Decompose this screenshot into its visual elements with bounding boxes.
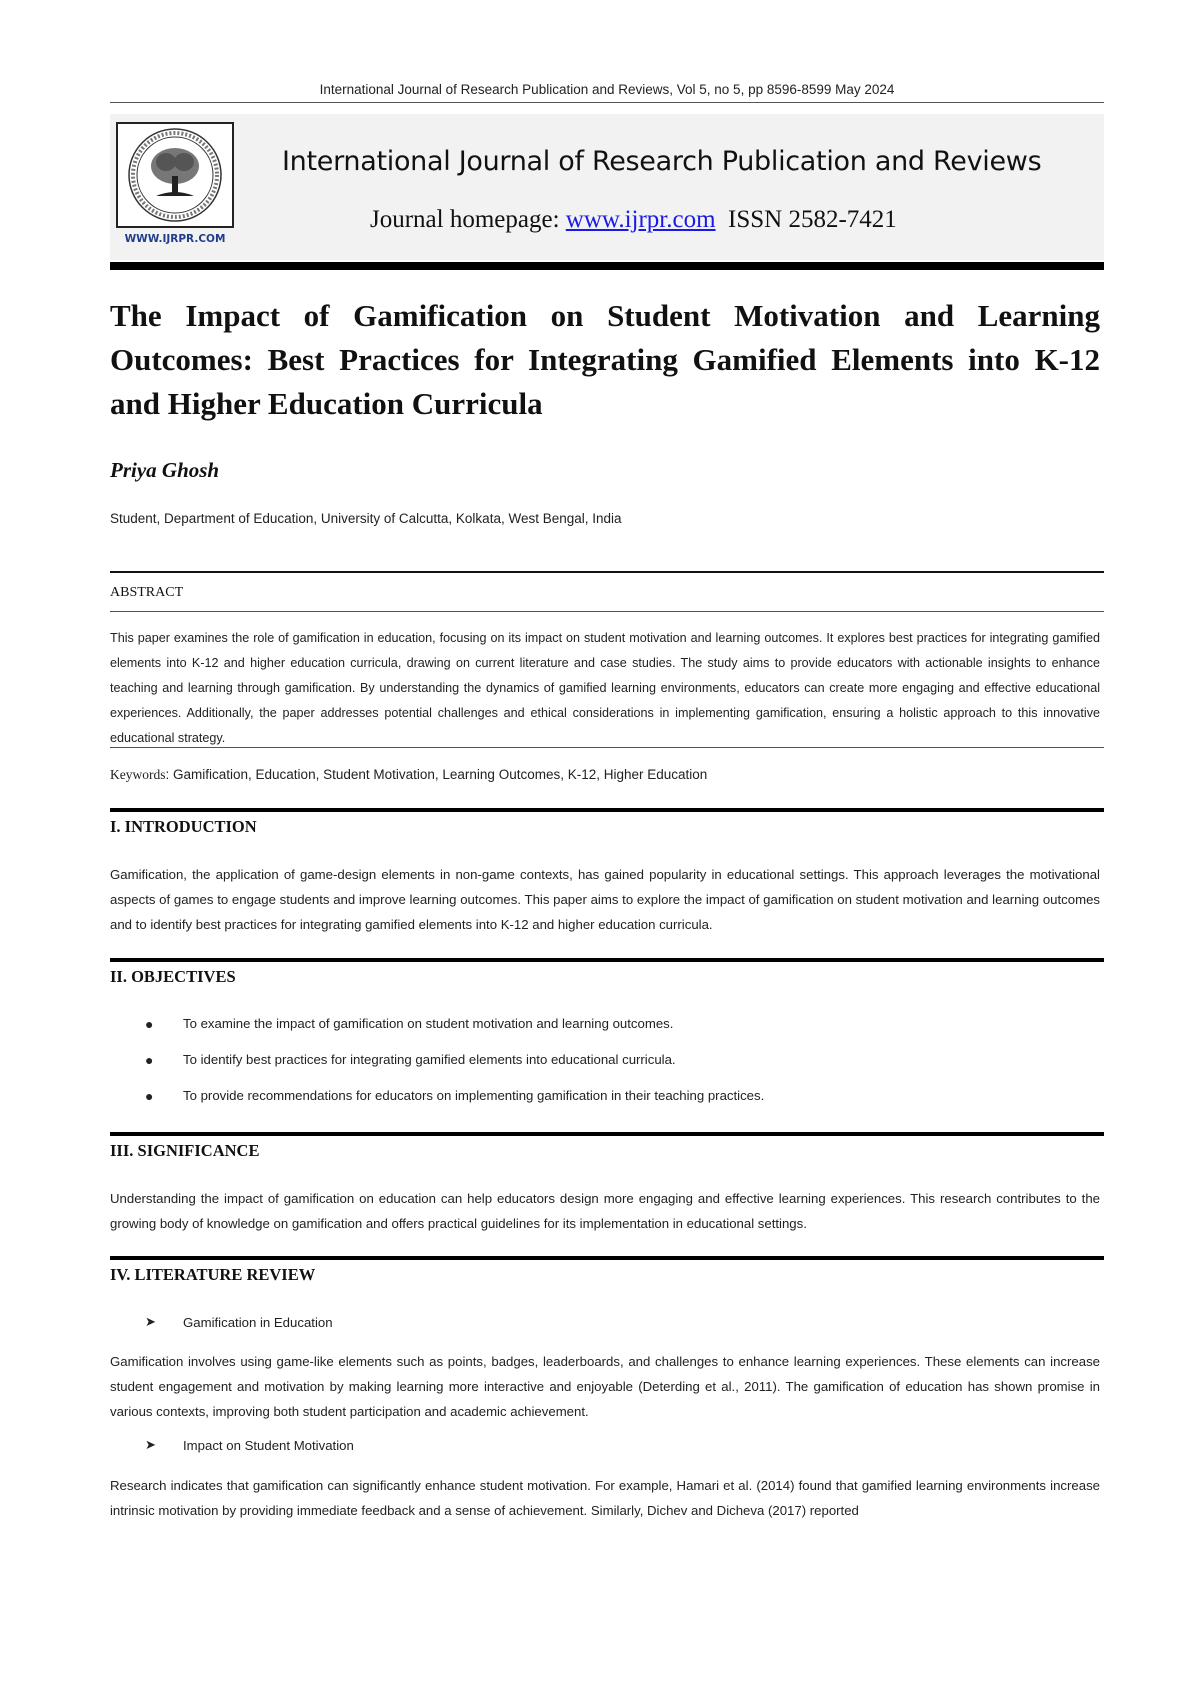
abstract-label-rule [110,611,1104,612]
homepage-label: Journal homepage: [370,206,566,233]
keywords-label: Keywords [110,767,166,782]
journal-name: International Journal of Research Publication and Reviews [282,146,1042,177]
significance-text: Understanding the impact of gamification on education can help educators design more engaging and effective learning experiences. This research contributes to the growing body of knowledge on gamification and offers practical guidelines for its implementation in educational settings. [110,1191,1100,1231]
keywords-text: : Gamification, Education, Student Motivation, Learning Outcomes, K-12, Higher Education [165,767,708,782]
masthead [110,114,1104,260]
arrow-bullet-icon: ➤ [145,1314,156,1329]
issn: ISSN 2582-7421 [728,206,897,233]
homepage-link[interactable]: www.ijrpr.com [565,206,716,233]
abstract-bottom-rule [110,747,1104,748]
literature-text-2: Research indicates that gamification can significantly enhance student motivation. For example, Hamari et al. (2014) found that gamified learning environments increase intrinsic motivation by providing immediate feedback and a sense of achievement. Similarly, Dichev and Dicheva (2017) reported [110,1478,1100,1518]
masthead-divider [110,262,1104,270]
section-rule [110,808,1104,812]
running-header: International Journal of Research Publication and Reviews, Vol 5, no 5, pp 8596-8599 May 2024 [319,82,895,97]
section-rule [110,958,1104,962]
arrow-bullet-icon: ➤ [145,1437,156,1452]
abstract-text: This paper examines the role of gamification in education, focusing on its impact on student motivation and learning outcomes. It explores best practices for integrating gamified elements into K-12 and higher education curricula, drawing on current literature and case studies. The study aims to provide educators with actionable insights to enhance teaching and learning through gamification. By understanding the dynamics of gamified learning environments, educators can create more engaging and effective educational experiences. Additionally, the paper addresses potential challenges and ethical considerations in implementing gamification, ensuring a holistic approach to this innovative educational strategy. [110,631,1100,745]
keywords [110,767,707,783]
introduction-text: Gamification, the application of game-design elements in non-game contexts, has gained popularity in educational settings. This approach leverages the motivational aspects of games to engage students and improve learning outcomes. This paper aims to explore the impact of gamification on student motivation and learning outcomes and to identify best practices for integrating gamified elements into K-12 and higher education curricula. [110,867,1100,932]
bullet-icon: ● [145,1016,154,1032]
section-heading-objectives: II. OBJECTIVES [110,967,236,986]
header-divider [110,102,1104,103]
section-heading-introduction: I. INTRODUCTION [110,817,257,836]
journal-page: International Journal of Research Publication and Reviews, Vol 5, no 5, pp 8596-8599 May 2024 WWW.IJRPR.COM International Journal of Research Publication and Reviews Journal homepage: www.ijrpr.com ISSN 2582-7421 The Impact of Gamification on Student Motivation and Learning Outcomes: Best Practices for Integrating Gamified Elements into K-12 and Higher Education Curricula Priya Ghosh Student, Department of Education, University of Calcutta, Kolkata, West Bengal, India ABSTRACT This paper examines the role of gamification in education, focusing on its impact on student motivation and learning outcomes. It explores best practices for integrating gamified elements into K-12 and higher education curricula, drawing on current literature and case studies. The study aims to provide educators with actionable insights to enhance teaching and learning through gamification. By understanding the dynamics of gamified learning environments, educators can create more engaging and effective educational experiences. Additionally, the paper addresses potential challenges and ethical considerations in implementing gamification, ensuring a holistic approach to this innovative educational strategy. Keywords: Gamification, Education, Student Motivation, Learning Outcomes, K-12, Higher Education I. INTRODUCTION Gamification, the application of game-design elements in non-game contexts, has gained popularity in educational settings. This approach leverages the motivational aspects of games to engage students and improve learning outcomes. This paper aims to explore the impact of gamification on student motivation and learning outcomes and to identify best practices for integrating gamified elements into K-12 and higher education curricula. II. OBJECTIVES ● To examine the impact of gamification on student motivation and learning outcomes. ● To identify best practices for integrating gamified elements into educational curricula. ● To provide recommendations for educators on implementing gamification in their teaching practices. III. SIGNIFICANCE Understanding the impact of gamification on education can help educators design more engaging and effective learning experiences. This research contributes to the growing body of knowledge on gamification and offers practical guidelines for its implementation in educational settings. IV. LITERATURE REVIEW ➤ Gamification in Education Gamification involves using game-like elements such as points, badges, leaderboards, and challenges to enhance learning experiences. These elements can increase student engagement and motivation by making learning more interactive and enjoyable (Deterding et al., 2011). The gamification of education has shown promise in various contexts, improving both student participation and academic achievement. ➤ Impact on Student Motivation Research indicates that gamification can significantly enhance student motivation. For example, Hamari et al. (2014) found that gamified learning environments increase intrinsic motivation by providing immediate feedback and a sense of achievement. Similarly, Dichev and Dicheva (2017) reported [0,0,1200,1696]
bullet-icon: ● [145,1088,154,1104]
bullet-icon: ● [145,1052,154,1068]
journal-logo [116,122,234,248]
author-affiliation: Student, Department of Education, University of Calcutta, Kolkata, West Bengal, India [110,511,622,526]
section-heading-significance: III. SIGNIFICANCE [110,1141,260,1160]
author-name: Priya Ghosh [110,458,220,482]
paper-title: The Impact of Gamification on Student Motivation and Learning Outcomes: Best Practices for Integrating Gamified Elements into K-12 and Higher Education Curricula [110,298,1100,421]
abstract-top-rule [110,571,1104,573]
section-rule [110,1256,1104,1260]
abstract-label: ABSTRACT [110,585,184,600]
section-heading-literature: IV. LITERATURE REVIEW [110,1265,316,1284]
section-rule [110,1132,1104,1136]
journal-homepage [370,206,897,234]
svg-text:WWW.IJRPR.COM: WWW.IJRPR.COM [124,233,226,245]
literature-text-1: Gamification involves using game-like elements such as points, badges, leaderboards, and challenges to enhance learning experiences. These elements can increase student engagement and motivation by making learning more interactive and enjoyable (Deterding et al., 2011). The gamification of education has shown promise in various contexts, improving both student participation and academic achievement. [110,1354,1100,1419]
